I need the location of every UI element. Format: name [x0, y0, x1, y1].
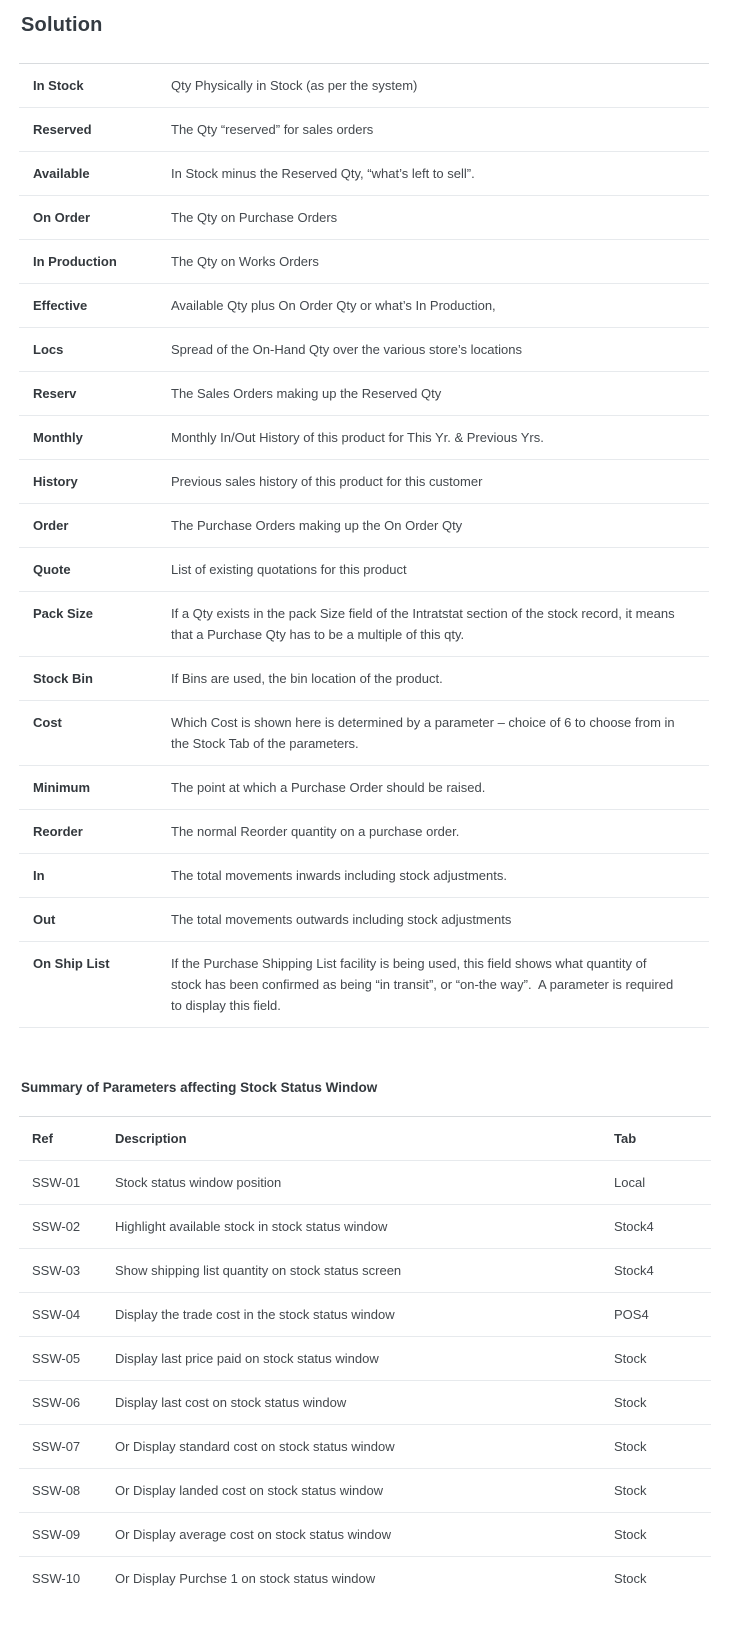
definition-description: Available Qty plus On Order Qty or what’s In Production, — [171, 298, 496, 313]
parameter-row — [19, 1248, 711, 1292]
definition-description: The normal Reorder quantity on a purchase order. — [171, 824, 460, 839]
parameter-description: Or Display average cost on stock status window — [115, 1527, 392, 1542]
definition-description: If the Purchase Shipping List facility is being used, this field shows what quantity of stock has been confirmed as being “in transit”, or “on-the way”. A parameter is required to display this field. — [171, 956, 677, 1013]
definition-term: Out — [33, 912, 56, 927]
parameter-description: Show shipping list quantity on stock status screen — [115, 1263, 402, 1278]
page-title: Solution — [21, 14, 103, 36]
definition-row — [19, 239, 709, 283]
definition-term: In Stock — [33, 78, 84, 93]
parameter-ref: SSW-05 — [32, 1351, 81, 1366]
definition-row — [19, 656, 709, 700]
definition-row — [19, 809, 709, 853]
definition-description: List of existing quotations for this product — [171, 562, 407, 577]
parameter-description: Highlight available stock in stock status window — [115, 1219, 388, 1234]
parameter-ref: SSW-09 — [32, 1527, 81, 1542]
definition-description: The Qty “reserved” for sales orders — [171, 122, 374, 137]
definition-description: The total movements inwards including stock adjustments. — [171, 868, 507, 883]
parameter-tab: Stock4 — [614, 1219, 654, 1234]
definition-row — [19, 941, 709, 1027]
definition-term: Reorder — [33, 824, 83, 839]
definition-description: The total movements outwards including stock adjustments — [171, 912, 512, 927]
parameter-ref: SSW-04 — [32, 1307, 81, 1322]
definition-description: The Purchase Orders making up the On Order Qty — [171, 518, 463, 533]
definition-description: Previous sales history of this product for this customer — [171, 474, 483, 489]
definition-row — [19, 897, 709, 941]
definition-term: Order — [33, 518, 69, 533]
parameter-row — [19, 1468, 711, 1512]
definition-term: On Order — [33, 210, 91, 225]
parameter-description: Stock status window position — [115, 1175, 282, 1190]
parameter-tab: POS4 — [614, 1307, 649, 1322]
definition-description: Which Cost is shown here is determined by a parameter – choice of 6 to choose from in the Stock Tab of the parameters. — [171, 715, 679, 751]
parameter-row — [19, 1380, 711, 1424]
parameter-description: Display last price paid on stock status window — [115, 1351, 379, 1366]
parameter-tab: Stock — [614, 1571, 647, 1586]
definition-row — [19, 64, 709, 107]
parameter-tab: Stock4 — [614, 1263, 654, 1278]
definition-term: Pack Size — [33, 606, 93, 621]
parameter-ref: SSW-02 — [32, 1219, 81, 1234]
definition-description: The Sales Orders making up the Reserved Qty — [171, 386, 442, 401]
parameter-description: Display the trade cost in the stock status window — [115, 1307, 395, 1322]
column-header-ref: Ref — [32, 1131, 53, 1146]
definition-row — [19, 591, 709, 656]
definitions-table — [19, 63, 709, 1028]
parameter-tab: Stock — [614, 1395, 647, 1410]
definition-description: The Qty on Purchase Orders — [171, 210, 338, 225]
definition-term: History — [33, 474, 78, 489]
definition-term: Reserved — [33, 122, 92, 137]
document-page — [0, 14, 730, 1627]
definition-description: The Qty on Works Orders — [171, 254, 319, 269]
definition-term: Reserv — [33, 386, 77, 401]
definition-row — [19, 853, 709, 897]
definition-description: If a Qty exists in the pack Size field of the Intratstat section of the stock record, it means that a Purchase Qty has to be a multiple of this qty. — [171, 606, 679, 642]
definition-description: The point at which a Purchase Order should be raised. — [171, 780, 486, 795]
definition-term: Quote — [33, 562, 71, 577]
parameter-ref: SSW-07 — [32, 1439, 81, 1454]
parameter-row — [19, 1336, 711, 1380]
parameter-ref: SSW-08 — [32, 1483, 81, 1498]
parameter-ref: SSW-10 — [32, 1571, 81, 1586]
parameter-row — [19, 1556, 711, 1600]
definition-row — [19, 107, 709, 151]
parameter-description: Or Display Purchse 1 on stock status window — [115, 1571, 376, 1586]
definition-term: Effective — [33, 298, 88, 313]
parameters-table — [19, 1116, 711, 1600]
definition-term: Stock Bin — [33, 671, 93, 686]
definition-description: Monthly In/Out History of this product for This Yr. & Previous Yrs. — [171, 430, 544, 445]
definition-term: Monthly — [33, 430, 83, 445]
definition-row — [19, 503, 709, 547]
parameter-row — [19, 1204, 711, 1248]
parameter-tab: Local — [614, 1175, 646, 1190]
definition-row — [19, 765, 709, 809]
parameter-row — [19, 1160, 711, 1204]
definition-description: Spread of the On-Hand Qty over the various store’s locations — [171, 342, 522, 357]
definition-term: Locs — [33, 342, 64, 357]
column-header-description: Description — [115, 1131, 187, 1146]
definition-row — [19, 151, 709, 195]
parameter-description: Or Display standard cost on stock status window — [115, 1439, 395, 1454]
parameter-row — [19, 1424, 711, 1468]
parameter-tab: Stock — [614, 1351, 647, 1366]
parameter-tab: Stock — [614, 1483, 647, 1498]
definition-row — [19, 547, 709, 591]
definition-row — [19, 327, 709, 371]
definition-term: Available — [33, 166, 90, 181]
parameter-tab: Stock — [614, 1527, 647, 1542]
definition-term: On Ship List — [33, 956, 110, 971]
definition-row — [19, 459, 709, 503]
summary-heading: Summary of Parameters affecting Stock Status Window — [21, 1080, 378, 1095]
column-header-tab: Tab — [614, 1131, 637, 1146]
definition-row — [19, 195, 709, 239]
definition-term: In — [33, 868, 45, 883]
parameter-row — [19, 1292, 711, 1336]
parameter-ref: SSW-03 — [32, 1263, 81, 1278]
parameter-description: Display last cost on stock status window — [115, 1395, 347, 1410]
parameter-description: Or Display landed cost on stock status window — [115, 1483, 384, 1498]
definition-description: If Bins are used, the bin location of the product. — [171, 671, 443, 686]
definition-row — [19, 415, 709, 459]
definition-row — [19, 283, 709, 327]
definition-description: In Stock minus the Reserved Qty, “what’s left to sell”. — [171, 166, 475, 181]
parameters-header-row — [19, 1117, 711, 1160]
parameter-ref: SSW-01 — [32, 1175, 81, 1190]
definition-term: Minimum — [33, 780, 91, 795]
parameter-ref: SSW-06 — [32, 1395, 81, 1410]
definition-row — [19, 371, 709, 415]
definition-description: Qty Physically in Stock (as per the system) — [171, 78, 418, 93]
parameter-tab: Stock — [614, 1439, 647, 1454]
definition-row — [19, 700, 709, 765]
definition-term: In Production — [33, 254, 117, 269]
parameter-row — [19, 1512, 711, 1556]
definition-term: Cost — [33, 715, 62, 730]
